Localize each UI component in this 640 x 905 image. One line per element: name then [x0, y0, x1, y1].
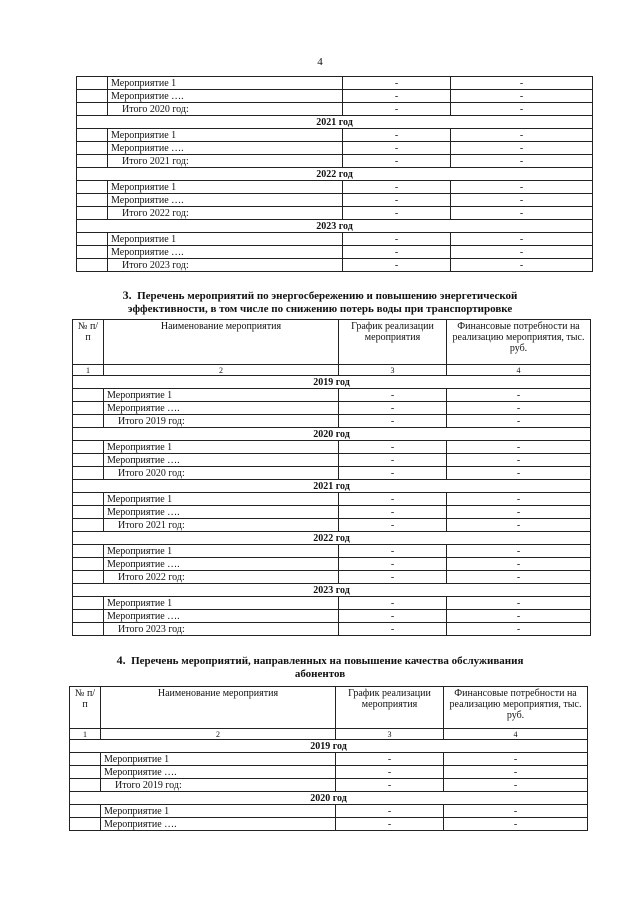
finance-cell: - — [451, 90, 593, 103]
table-row — [77, 233, 593, 246]
column-number: 1 — [70, 729, 101, 740]
year-heading: 2020 год — [73, 428, 591, 441]
schedule-cell: - — [339, 597, 447, 610]
finance-cell: - — [447, 441, 591, 454]
row-number-cell — [70, 805, 101, 818]
section-3-title-line1: Перечень мероприятий по энергосбережению и повышению энергетической — [137, 290, 518, 302]
schedule-cell: - — [336, 818, 444, 831]
year-row — [73, 376, 591, 389]
total-row — [73, 467, 591, 480]
header-num: № п/п — [73, 320, 104, 365]
year-row — [70, 740, 588, 753]
year-heading: 2023 год — [77, 220, 593, 233]
activity-name: Мероприятие …. — [101, 818, 336, 831]
schedule-cell: - — [336, 766, 444, 779]
row-number-cell — [77, 103, 108, 116]
finance-cell: - — [444, 753, 588, 766]
finance-cell: - — [451, 142, 593, 155]
finance-cell: - — [451, 246, 593, 259]
header-schedule: График реализации мероприятия — [336, 687, 444, 729]
total-label: Итого 2020 год: — [108, 103, 343, 116]
table-row — [73, 441, 591, 454]
finance-cell: - — [447, 558, 591, 571]
total-row — [77, 103, 593, 116]
table-row — [77, 77, 593, 90]
schedule-cell: - — [343, 90, 451, 103]
year-row — [73, 480, 591, 493]
activity-name: Мероприятие 1 — [108, 77, 343, 90]
activity-name: Мероприятие …. — [108, 246, 343, 259]
finance-cell: - — [447, 623, 591, 636]
total-label: Итого 2023 год: — [104, 623, 339, 636]
row-number-cell — [73, 506, 104, 519]
table-row — [73, 610, 591, 623]
row-number-cell — [77, 155, 108, 168]
table-row — [73, 493, 591, 506]
activity-name: Мероприятие 1 — [101, 805, 336, 818]
total-label: Итого 2019 год: — [101, 779, 336, 792]
schedule-cell: - — [336, 753, 444, 766]
activity-name: Мероприятие …. — [101, 766, 336, 779]
total-row — [77, 259, 593, 272]
row-number-cell — [73, 597, 104, 610]
row-number-cell — [70, 753, 101, 766]
row-number-cell — [73, 545, 104, 558]
total-row — [70, 779, 588, 792]
table-continuation-body — [77, 77, 593, 272]
row-number-cell — [77, 77, 108, 90]
table-row — [70, 818, 588, 831]
activity-name: Мероприятие 1 — [104, 597, 339, 610]
table-row — [73, 558, 591, 571]
activity-name: Мероприятие 1 — [108, 181, 343, 194]
row-number-cell — [73, 467, 104, 480]
total-label: Итого 2019 год: — [104, 415, 339, 428]
total-label: Итого 2022 год: — [108, 207, 343, 220]
row-number-cell — [73, 454, 104, 467]
row-number-cell — [77, 207, 108, 220]
finance-cell: - — [447, 571, 591, 584]
row-number-cell — [73, 519, 104, 532]
table-section-4-body — [70, 740, 588, 831]
activity-name: Мероприятие 1 — [104, 545, 339, 558]
page-number: 4 — [317, 56, 323, 68]
row-number-cell — [73, 571, 104, 584]
header-finance: Финансовые потребности на реализацию мероприятия, тыс. руб. — [444, 687, 588, 729]
total-row — [73, 415, 591, 428]
finance-cell: - — [447, 519, 591, 532]
table-row — [73, 597, 591, 610]
schedule-cell: - — [343, 181, 451, 194]
schedule-cell: - — [339, 506, 447, 519]
table-continuation — [76, 76, 593, 272]
total-row — [77, 155, 593, 168]
table-section-4 — [69, 686, 588, 831]
table-row — [73, 402, 591, 415]
schedule-cell: - — [336, 805, 444, 818]
schedule-cell: - — [339, 402, 447, 415]
total-row — [77, 207, 593, 220]
finance-cell: - — [451, 233, 593, 246]
row-number-cell — [73, 493, 104, 506]
column-number: 3 — [336, 729, 444, 740]
total-row — [73, 519, 591, 532]
schedule-cell: - — [343, 103, 451, 116]
schedule-cell: - — [343, 207, 451, 220]
row-number-cell — [73, 623, 104, 636]
finance-cell: - — [447, 389, 591, 402]
schedule-cell: - — [343, 246, 451, 259]
finance-cell: - — [447, 597, 591, 610]
finance-cell: - — [447, 402, 591, 415]
year-heading: 2019 год — [70, 740, 588, 753]
table-row — [70, 766, 588, 779]
row-number-cell — [70, 766, 101, 779]
finance-cell: - — [444, 818, 588, 831]
activity-name: Мероприятие 1 — [104, 493, 339, 506]
year-heading: 2021 год — [77, 116, 593, 129]
year-row — [73, 532, 591, 545]
header-num: № п/п — [70, 687, 101, 729]
year-heading: 2021 год — [73, 480, 591, 493]
row-number-cell — [70, 818, 101, 831]
schedule-cell: - — [336, 779, 444, 792]
schedule-cell: - — [339, 454, 447, 467]
schedule-cell: - — [339, 493, 447, 506]
row-number-cell — [73, 558, 104, 571]
row-number-cell — [77, 90, 108, 103]
column-number: 2 — [101, 729, 336, 740]
finance-cell: - — [444, 805, 588, 818]
total-label: Итого 2023 год: — [108, 259, 343, 272]
schedule-cell: - — [339, 389, 447, 402]
activity-name: Мероприятие …. — [104, 402, 339, 415]
table-header-row — [73, 320, 591, 365]
row-number-cell — [77, 181, 108, 194]
table-header-row — [70, 687, 588, 729]
schedule-cell: - — [343, 194, 451, 207]
column-number: 1 — [73, 365, 104, 376]
year-heading: 2023 год — [73, 584, 591, 597]
schedule-cell: - — [339, 441, 447, 454]
header-finance: Финансовые потребности на реализацию мероприятия, тыс. руб. — [447, 320, 591, 365]
section-4-title — [0, 654, 640, 681]
table-row — [70, 805, 588, 818]
finance-cell: - — [451, 103, 593, 116]
finance-cell: - — [444, 766, 588, 779]
column-number-row — [70, 729, 588, 740]
row-number-cell — [70, 779, 101, 792]
finance-cell: - — [451, 155, 593, 168]
finance-cell: - — [451, 77, 593, 90]
schedule-cell: - — [343, 77, 451, 90]
header-name: Наименование мероприятия — [104, 320, 339, 365]
row-number-cell — [73, 415, 104, 428]
table-row — [77, 90, 593, 103]
year-heading: 2022 год — [77, 168, 593, 181]
section-3-number: 3. — [122, 288, 132, 302]
finance-cell: - — [447, 506, 591, 519]
table-row — [77, 181, 593, 194]
finance-cell: - — [447, 467, 591, 480]
activity-name: Мероприятие …. — [108, 194, 343, 207]
year-row — [77, 220, 593, 233]
table-row — [77, 129, 593, 142]
year-row — [73, 428, 591, 441]
schedule-cell: - — [339, 545, 447, 558]
schedule-cell: - — [339, 415, 447, 428]
row-number-cell — [77, 233, 108, 246]
finance-cell: - — [451, 181, 593, 194]
schedule-cell: - — [339, 519, 447, 532]
activity-name: Мероприятие …. — [108, 90, 343, 103]
section-4-title-line1: Перечень мероприятий, направленных на повышение качества обслуживания — [131, 655, 524, 667]
row-number-cell — [77, 129, 108, 142]
column-number-row — [73, 365, 591, 376]
table-row — [77, 194, 593, 207]
table-row — [77, 246, 593, 259]
section-3-title — [0, 289, 640, 316]
year-row — [77, 116, 593, 129]
schedule-cell: - — [343, 129, 451, 142]
schedule-cell: - — [339, 610, 447, 623]
finance-cell: - — [447, 545, 591, 558]
finance-cell: - — [447, 415, 591, 428]
activity-name: Мероприятие …. — [104, 506, 339, 519]
total-label: Итого 2021 год: — [104, 519, 339, 532]
year-heading: 2022 год — [73, 532, 591, 545]
table-section-3 — [72, 319, 591, 636]
schedule-cell: - — [339, 571, 447, 584]
year-heading: 2020 год — [70, 792, 588, 805]
total-label: Итого 2021 год: — [108, 155, 343, 168]
column-number: 4 — [447, 365, 591, 376]
schedule-cell: - — [343, 259, 451, 272]
table-row — [73, 454, 591, 467]
section-4-number: 4. — [116, 653, 126, 667]
finance-cell: - — [451, 207, 593, 220]
finance-cell: - — [444, 779, 588, 792]
finance-cell: - — [447, 493, 591, 506]
activity-name: Мероприятие 1 — [104, 389, 339, 402]
activity-name: Мероприятие …. — [104, 454, 339, 467]
table-section-3-body — [73, 376, 591, 636]
finance-cell: - — [451, 194, 593, 207]
year-row — [70, 792, 588, 805]
column-number: 3 — [339, 365, 447, 376]
total-row — [73, 623, 591, 636]
activity-name: Мероприятие …. — [108, 142, 343, 155]
finance-cell: - — [451, 259, 593, 272]
total-row — [73, 571, 591, 584]
section-4-title-line2: абонентов — [294, 668, 346, 680]
activity-name: Мероприятие 1 — [108, 233, 343, 246]
schedule-cell: - — [339, 558, 447, 571]
schedule-cell: - — [339, 467, 447, 480]
table-row — [70, 753, 588, 766]
row-number-cell — [77, 259, 108, 272]
section-3-title-line2: эффективности, в том числе по снижению потерь воды при транспортировке — [127, 303, 513, 315]
year-row — [73, 584, 591, 597]
schedule-cell: - — [339, 623, 447, 636]
header-schedule: График реализации мероприятия — [339, 320, 447, 365]
total-label: Итого 2022 год: — [104, 571, 339, 584]
row-number-cell — [77, 142, 108, 155]
column-number: 4 — [444, 729, 588, 740]
column-number: 2 — [104, 365, 339, 376]
schedule-cell: - — [343, 142, 451, 155]
finance-cell: - — [447, 610, 591, 623]
activity-name: Мероприятие 1 — [108, 129, 343, 142]
row-number-cell — [77, 246, 108, 259]
activity-name: Мероприятие …. — [104, 610, 339, 623]
row-number-cell — [73, 610, 104, 623]
schedule-cell: - — [343, 233, 451, 246]
header-name: Наименование мероприятия — [101, 687, 336, 729]
total-label: Итого 2020 год: — [104, 467, 339, 480]
row-number-cell — [73, 402, 104, 415]
row-number-cell — [73, 389, 104, 402]
year-row — [77, 168, 593, 181]
activity-name: Мероприятие …. — [104, 558, 339, 571]
year-heading: 2019 год — [73, 376, 591, 389]
finance-cell: - — [451, 129, 593, 142]
table-row — [73, 389, 591, 402]
table-row — [73, 545, 591, 558]
finance-cell: - — [447, 454, 591, 467]
row-number-cell — [77, 194, 108, 207]
schedule-cell: - — [343, 155, 451, 168]
table-row — [73, 506, 591, 519]
activity-name: Мероприятие 1 — [104, 441, 339, 454]
row-number-cell — [73, 441, 104, 454]
activity-name: Мероприятие 1 — [101, 753, 336, 766]
table-row — [77, 142, 593, 155]
